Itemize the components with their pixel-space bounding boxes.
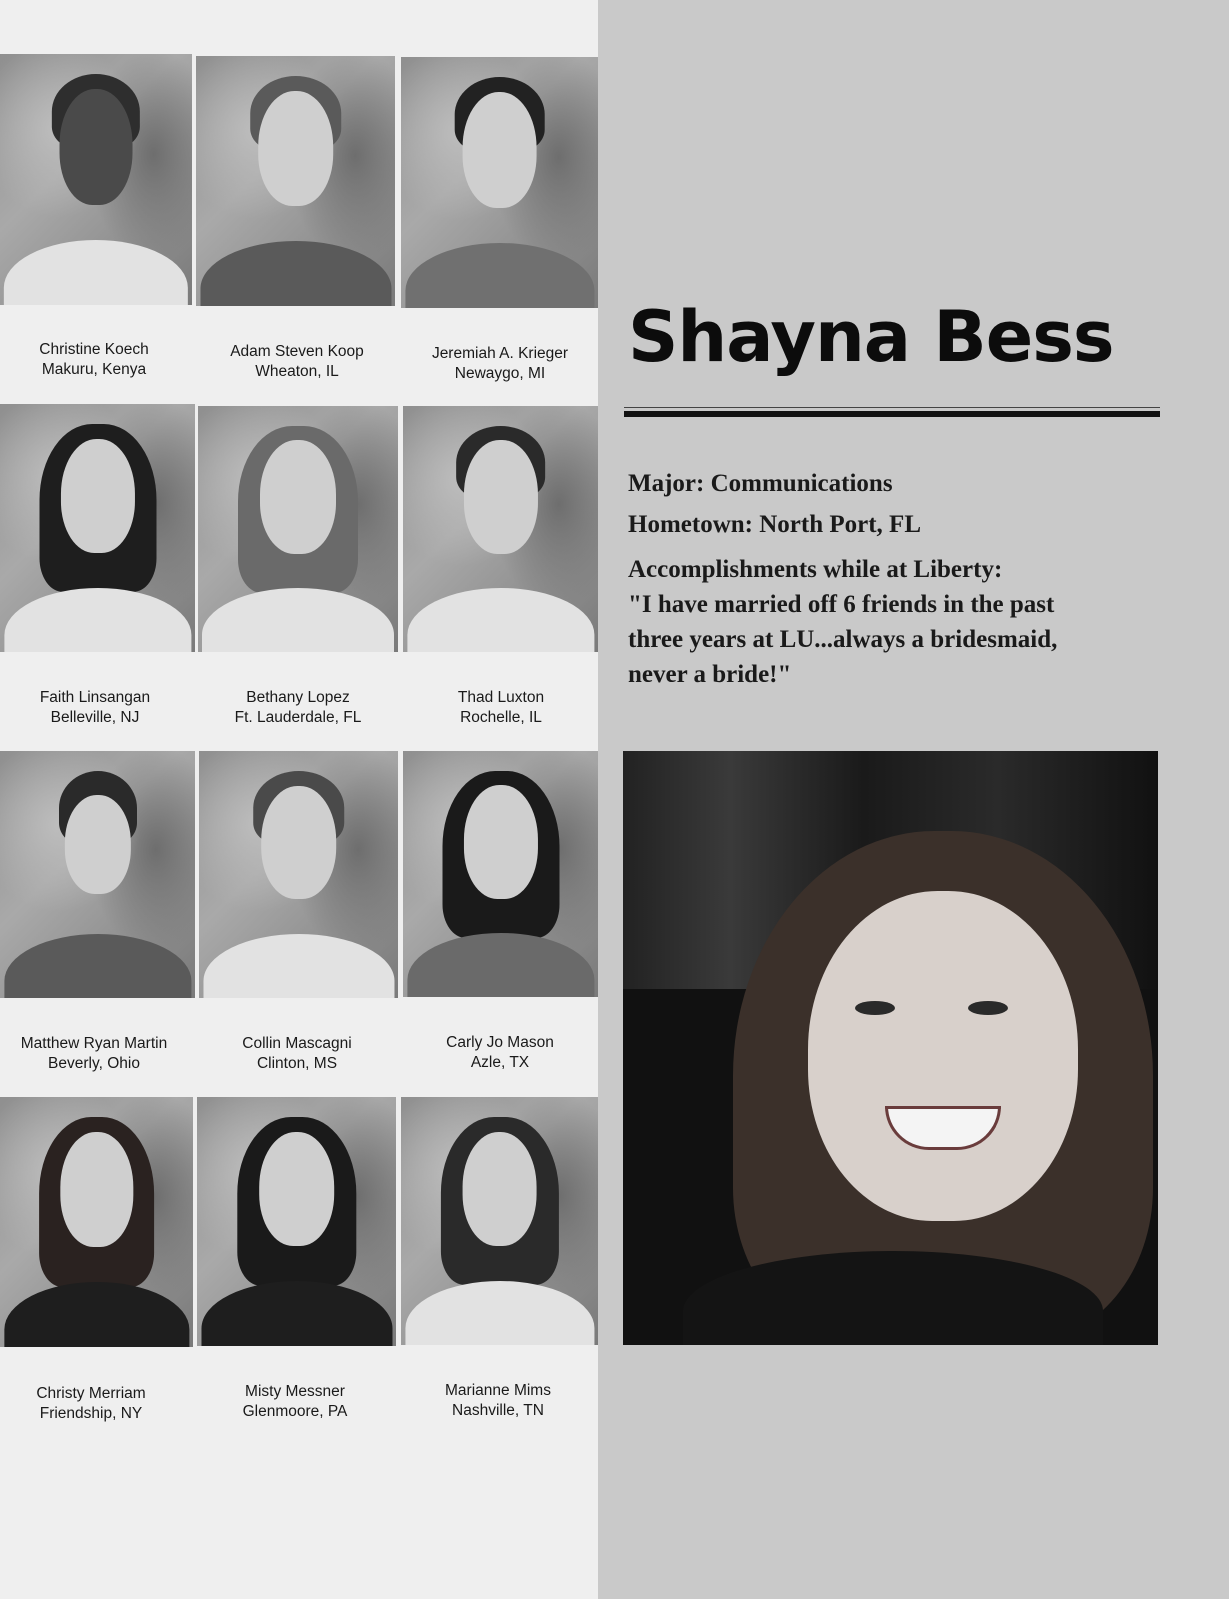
student-caption bbox=[0, 1384, 191, 1424]
portrait-photo bbox=[0, 751, 195, 998]
student-caption bbox=[401, 688, 601, 728]
student-name: Marianne Mims bbox=[445, 1382, 551, 1399]
student-caption bbox=[198, 688, 398, 728]
student-hometown: Newaygo, MI bbox=[454, 365, 546, 382]
student-hometown: Clinton, MS bbox=[256, 1055, 338, 1072]
student-name: Faith Linsangan bbox=[39, 689, 151, 706]
portrait-photo bbox=[198, 406, 398, 652]
student-name: Thad Luxton bbox=[457, 689, 545, 706]
profile-hometown: Hometown: North Port, FL bbox=[628, 511, 921, 538]
student-caption bbox=[0, 688, 195, 728]
quote-line: "I have married off 6 friends in the past bbox=[628, 591, 1055, 618]
student-hometown: Ft. Lauderdale, FL bbox=[234, 709, 362, 726]
student-caption bbox=[195, 1382, 395, 1422]
student-name: Christy Merriam bbox=[36, 1385, 146, 1402]
student-caption bbox=[400, 344, 600, 384]
portrait-photo bbox=[196, 56, 395, 306]
portrait-photo bbox=[403, 406, 598, 652]
student-name: Carly Jo Mason bbox=[446, 1034, 554, 1051]
quote-line: never a bride!" bbox=[628, 661, 792, 688]
profile-accomplishments bbox=[628, 552, 1168, 692]
portrait-photo bbox=[403, 751, 598, 997]
student-hometown: Azle, TX bbox=[470, 1054, 530, 1071]
student-hometown: Friendship, NY bbox=[39, 1405, 143, 1422]
student-caption bbox=[197, 1034, 397, 1074]
student-caption bbox=[0, 1034, 194, 1074]
student-hometown: Belleville, NJ bbox=[50, 709, 140, 726]
title-divider bbox=[624, 411, 1160, 417]
student-caption bbox=[0, 340, 194, 380]
student-hometown: Nashville, TN bbox=[452, 1402, 544, 1419]
student-name: Christine Koech bbox=[39, 341, 149, 358]
student-hometown: Beverly, Ohio bbox=[48, 1055, 140, 1072]
title-divider-thin bbox=[624, 407, 1160, 408]
accomplishments-label: Accomplishments while at Liberty: bbox=[628, 556, 1003, 583]
student-hometown: Glenmoore, PA bbox=[242, 1403, 348, 1420]
student-caption bbox=[400, 1033, 600, 1073]
student-name: Matthew Ryan Martin bbox=[20, 1035, 168, 1052]
student-hometown: Wheaton, IL bbox=[255, 363, 339, 380]
student-name: Jeremiah A. Krieger bbox=[431, 345, 569, 362]
student-portrait-grid bbox=[0, 0, 598, 1599]
featured-portrait-photo bbox=[623, 751, 1158, 1345]
portrait-photo bbox=[401, 57, 598, 308]
student-caption bbox=[398, 1381, 598, 1421]
portrait-photo bbox=[401, 1097, 598, 1345]
student-name: Adam Steven Koop bbox=[230, 343, 364, 360]
portrait-photo bbox=[0, 1097, 193, 1347]
student-hometown: Rochelle, IL bbox=[460, 709, 542, 726]
student-caption bbox=[197, 342, 397, 382]
portrait-photo bbox=[197, 1097, 396, 1346]
portrait-photo bbox=[0, 404, 195, 652]
student-name: Misty Messner bbox=[245, 1383, 345, 1400]
portrait-photo bbox=[199, 751, 398, 998]
profile-name-heading: Shayna Bess bbox=[628, 296, 1114, 378]
student-name: Bethany Lopez bbox=[246, 689, 350, 706]
student-name: Collin Mascagni bbox=[242, 1035, 352, 1052]
student-hometown: Makuru, Kenya bbox=[41, 361, 147, 378]
portrait-photo bbox=[0, 54, 192, 305]
profile-major: Major: Communications bbox=[628, 470, 893, 497]
quote-line: three years at LU...always a bridesmaid, bbox=[628, 626, 1058, 653]
